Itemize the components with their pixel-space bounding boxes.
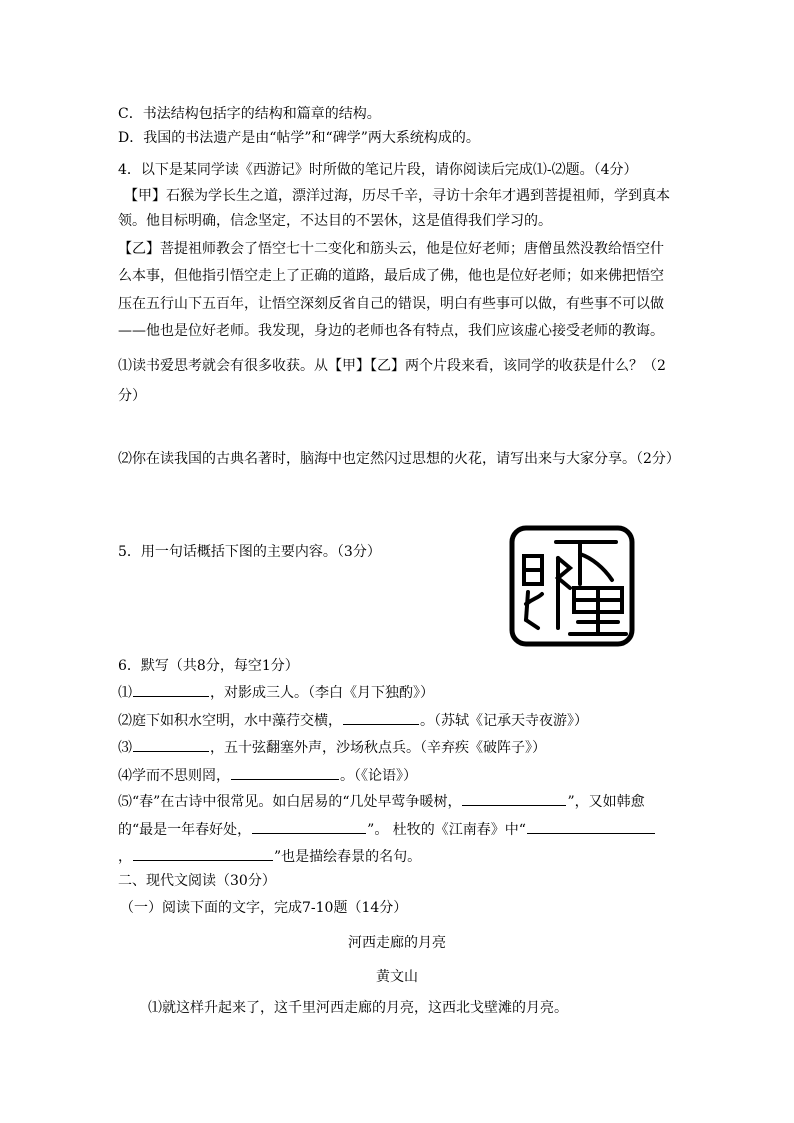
q6-l7-text-b: ”也是描绘春景的名句。 bbox=[274, 849, 422, 865]
q4-yi-line1: 【乙】菩提祖师教会了悟空七十二变化和筋头云，他是位好老师；唐僧虽然没教给悟空什 bbox=[118, 241, 664, 257]
answer-blank-6[interactable] bbox=[252, 818, 366, 834]
q6-l5-text-a: ⑸“春”在古诗中很常见。如白居易的“几处早莺争暖树， bbox=[118, 794, 462, 810]
seal-image bbox=[508, 524, 636, 648]
q4-jia-line1: 【甲】石猴为学长生之道，漂洋过海，历尽千辛，寻访十余年才遇到菩提祖师，学到真本 bbox=[124, 188, 670, 204]
q6-l2-text-b: 。（苏轼《记承天寺夜游》） bbox=[420, 713, 588, 729]
option-d: D．我国的书法遗产是由“帖学”和“碑学”两大系统构成的。 bbox=[118, 130, 480, 146]
q4-yi-line3: 压在五行山下五百年，让悟空深刻反省自己的错误，明白有些事可以做，有些事不可以做 bbox=[118, 296, 664, 312]
option-c: C．书法结构包括字的结构和篇章的结构。 bbox=[118, 106, 381, 122]
q6-l7-text-a: ， bbox=[118, 849, 132, 865]
q6-line1 bbox=[118, 681, 434, 703]
q6-l1-text: ，对影成三人。（李白《月下独酌》） bbox=[210, 685, 434, 701]
q6-line4 bbox=[118, 764, 417, 786]
q6-l6-text-a: 的“最是一年春好处， bbox=[118, 822, 252, 838]
section2-sub: （一）阅读下面的文字，完成7-10题（14分） bbox=[120, 900, 408, 916]
q4-yi-line4: ——他也是位好老师。我发现，身边的老师也各有特点，我们应该虚心接受老师的教诲。 bbox=[118, 323, 664, 339]
q6-line7 bbox=[118, 845, 421, 867]
answer-blank-4[interactable] bbox=[231, 764, 339, 780]
q6-l3-text: ，五十弦翻塞外声，沙场秋点兵。（辛弃疾《破阵子》） bbox=[210, 740, 546, 756]
q4-yi-line2: 么本事，但他指引悟空走上了正确的道路，最后成了佛，他也是位好老师；如来佛把悟空 bbox=[118, 268, 664, 284]
q6-line6 bbox=[118, 818, 656, 840]
q5-stem: 5．用一句话概括下图的主要内容。（3分） bbox=[118, 544, 381, 560]
answer-blank-1[interactable] bbox=[133, 681, 209, 697]
q6-l6-text-b: ”。 杜牧的《江南春》中“ bbox=[367, 822, 526, 838]
q4-sub2: ⑵你在读我国的古典名著时，脑海中也定然闪过思想的火花，请写出来与大家分享。（2分） bbox=[118, 451, 680, 467]
answer-blank-2[interactable] bbox=[343, 709, 419, 725]
q6-l4-text-a: ⑷学而不思则罔， bbox=[118, 768, 230, 784]
q6-line3 bbox=[118, 736, 546, 758]
q6-l1-number: ⑴ bbox=[118, 685, 132, 701]
q4-jia-line2: 领。他目标明确，信念坚定，不达目的不罢休，这是值得我们学习的。 bbox=[118, 213, 552, 229]
q4-sub1-line1: ⑴读书爱思考就会有很多收获。从【甲】【乙】两个片段来看，该同学的收获是什么？（2 bbox=[118, 358, 666, 374]
q6-stem: 6．默写（共8分，每空1分） bbox=[118, 658, 299, 674]
q6-l5-text-b: ”，又如韩愈 bbox=[567, 794, 645, 810]
article-title: 河西走廊的月亮 bbox=[348, 935, 446, 951]
q6-l2-text-a: ⑵庭下如积水空明，水中藻荇交横， bbox=[118, 713, 342, 729]
answer-blank-7[interactable] bbox=[527, 818, 655, 834]
q4-stem: 4．以下是某同学读《西游记》时所做的笔记片段，请你阅读后完成⑴-⑵题。（4分） bbox=[118, 162, 638, 178]
answer-blank-8[interactable] bbox=[133, 845, 273, 861]
q6-l3-number: ⑶ bbox=[118, 740, 132, 756]
answer-blank-5[interactable] bbox=[462, 790, 566, 806]
section2-title: 二、现代文阅读（30分） bbox=[118, 873, 276, 889]
answer-blank-3[interactable] bbox=[133, 736, 209, 752]
q6-line5 bbox=[118, 790, 645, 812]
article-author: 黄文山 bbox=[376, 969, 418, 985]
q4-sub1-line2: 分） bbox=[118, 388, 146, 404]
q6-l4-text-b: 。（《论语》） bbox=[340, 768, 417, 784]
q6-line2 bbox=[118, 709, 588, 731]
article-paragraph-1: ⑴就这样升起来了，这千里河西走廊的月亮，这西北戈壁滩的月亮。 bbox=[148, 1000, 568, 1016]
